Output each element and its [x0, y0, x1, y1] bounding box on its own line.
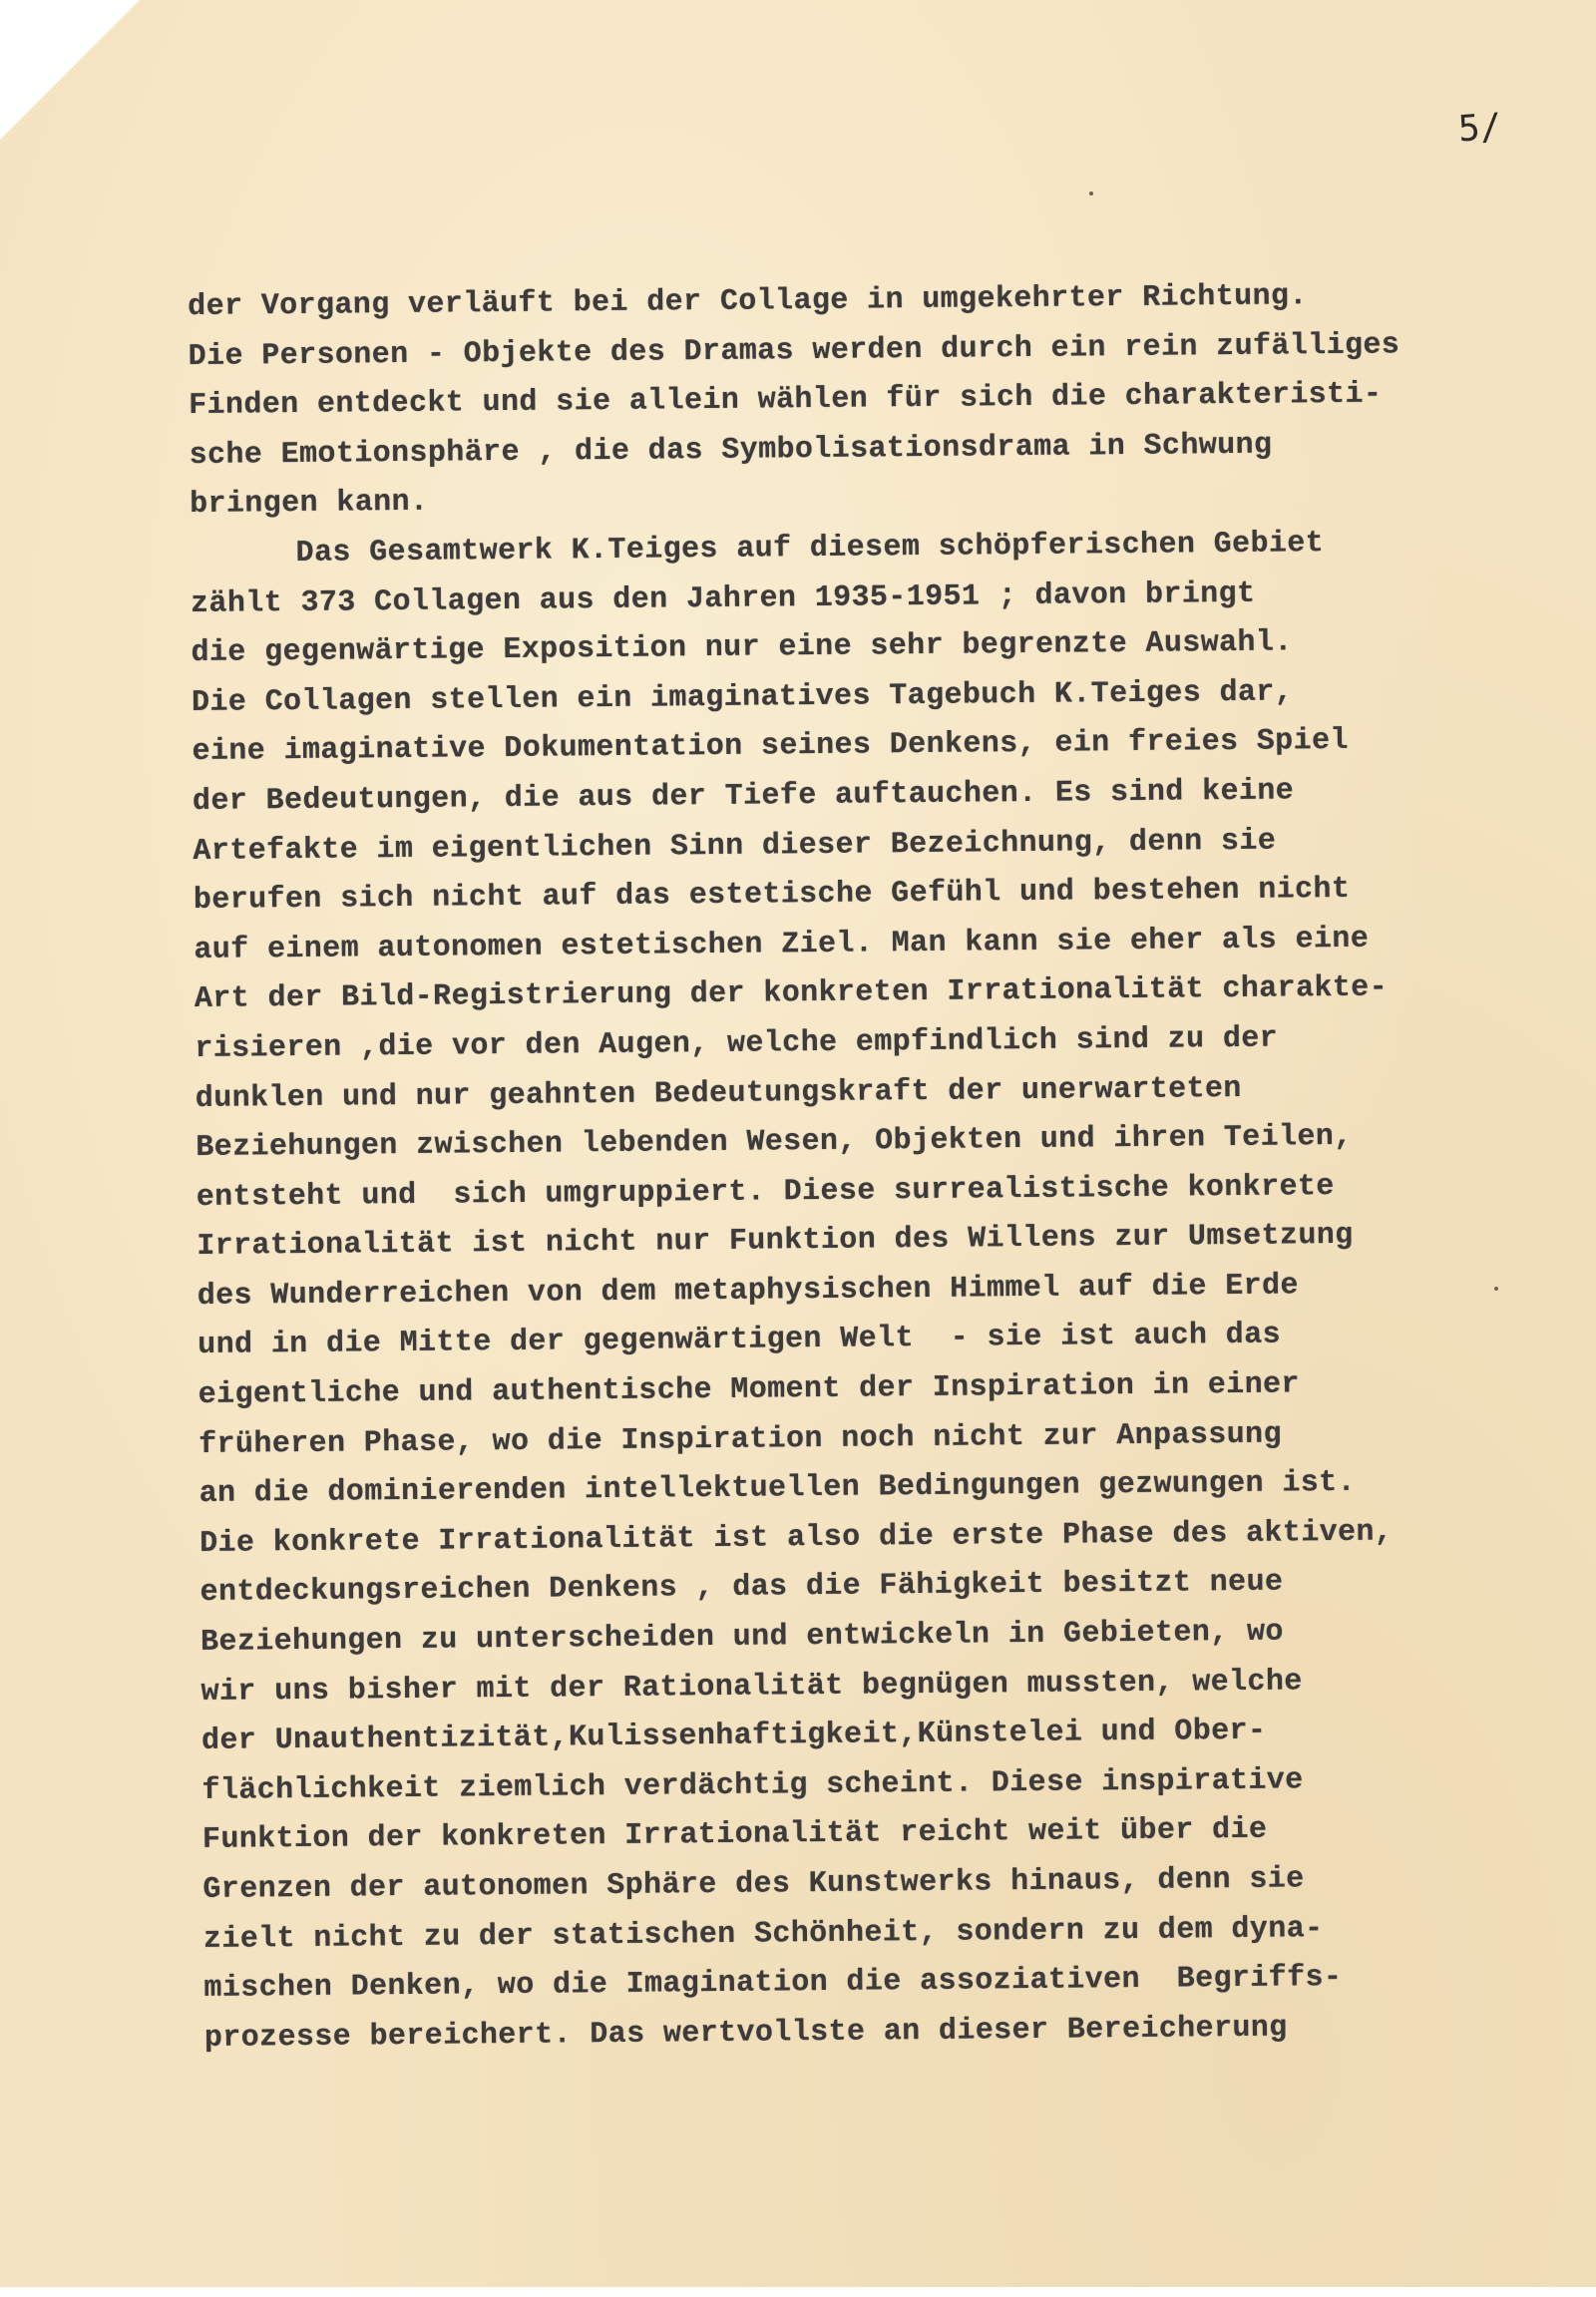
text-line: Funktion der konkreten Irrationalität reicht weit über die — [201, 1813, 1268, 1858]
text-line: und in die Mitte der gegenwärtigen Welt - sie ist auch das — [198, 1318, 1282, 1363]
text-line: risieren ,die vor den Augen, welche empfindlich sind zu der — [195, 1021, 1279, 1066]
page-number: 5/ — [1456, 106, 1503, 151]
text-line: eine imaginative Dokumentation seines Denkens, ein freies Spiel — [192, 724, 1350, 770]
text-line: Beziehungen zu unterscheiden und entwickeln in Gebieten, wo — [200, 1615, 1284, 1660]
typescript-body — [188, 270, 1581, 2065]
text-line: Art der Bild-Registrierung der konkreten Irrationalität charakte- — [194, 970, 1389, 1017]
text-line: Die Collagen stellen ein imaginatives Tagebuch K.Teiges dar, — [191, 675, 1294, 720]
text-line: zählt 373 Collagen aus den Jahren 1935-1951 ; davon bringt — [190, 576, 1256, 621]
text-line: auf einem autonomen estetischen Ziel. Man kann sie eher als eine — [194, 922, 1370, 967]
text-line: Finden entdeckt und sie allein wählen für sich die charakteristi- — [189, 377, 1383, 424]
text-line: Irrationalität ist nicht nur Funktion des Willens zur Umsetzung — [197, 1219, 1354, 1265]
text-line: Artefakte im eigentlichen Sinn dieser Bezeichnung, denn sie — [193, 824, 1277, 869]
text-line: prozesse bereichert. Das wertvollste an dieser Bereicherung — [203, 2011, 1288, 2056]
text-line: wir uns bisher mit der Rationalität begnügen mussten, welche — [200, 1664, 1303, 1710]
text-line: Grenzen der autonomen Sphäre des Kunstwerks hinaus, denn sie — [202, 1862, 1305, 1907]
text-line: entsteht und sich umgruppiert. Diese surrealistische konkrete — [196, 1169, 1335, 1215]
text-line: Die Personen - Objekte des Dramas werden durch ein rein zufälliges — [188, 327, 1400, 374]
text-line: früheren Phase, wo die Inspiration noch nicht zur Anpassung — [199, 1417, 1283, 1462]
text-line: mischen Denken, wo die Imagination die assoziativen Begriffs- — [203, 1961, 1343, 2007]
torn-corner — [0, 0, 140, 140]
page-bottom-edge — [0, 2287, 1596, 2297]
ink-speck — [1089, 191, 1093, 195]
text-line: flächlichkeit ziemlich verdächtig scheint. Diese inspirative — [201, 1763, 1304, 1808]
text-line: des Wunderreichen von dem metaphysischen Himmel auf die Erde — [197, 1269, 1300, 1314]
text-line: an die dominierenden intellektuellen Bedingungen gezwungen ist. — [199, 1466, 1357, 1512]
text-line: berufen sich nicht auf das estetische Gefühl und bestehen nicht — [193, 872, 1351, 919]
text-line: der Bedeutungen, die aus der Tiefe auftauchen. Es sind keine — [192, 774, 1295, 819]
text-line: die gegenwärtige Exposition nur eine sehr begrenzte Auswahl. — [191, 625, 1293, 671]
paragraph-start-line: Das Gesamtwerk K.Teiges auf diesem schöpferischen Gebiet — [295, 527, 1325, 571]
text-line: bringen kann. — [189, 486, 429, 523]
text-line: eigentliche und authentische Moment der Inspiration in einer — [198, 1367, 1301, 1413]
text-line: der Unauthentizität,Kulissenhaftigkeit,Künstelei und Ober- — [200, 1714, 1267, 1759]
text-line: Beziehungen zwischen lebenden Wesen, Objekten und ihren Teilen, — [196, 1119, 1353, 1166]
text-line: dunklen und nur geahnten Bedeutungskraft der unerwarteten — [195, 1071, 1242, 1116]
text-line: sche Emotionsphäre , die das Symbolisationsdrama in Schwung — [189, 428, 1273, 473]
text-line: Die konkrete Irrationalität ist also die erste Phase des aktiven, — [199, 1515, 1394, 1561]
text-line: der Vorgang verläuft bei der Collage in umgekehrter Richtung. — [188, 279, 1308, 324]
text-line: zielt nicht zu der statischen Schönheit, sondern zu dem dyna- — [202, 1911, 1324, 1957]
text-line: entdeckungsreichen Denkens , das die Fähigkeit besitzt neue — [200, 1565, 1284, 1611]
